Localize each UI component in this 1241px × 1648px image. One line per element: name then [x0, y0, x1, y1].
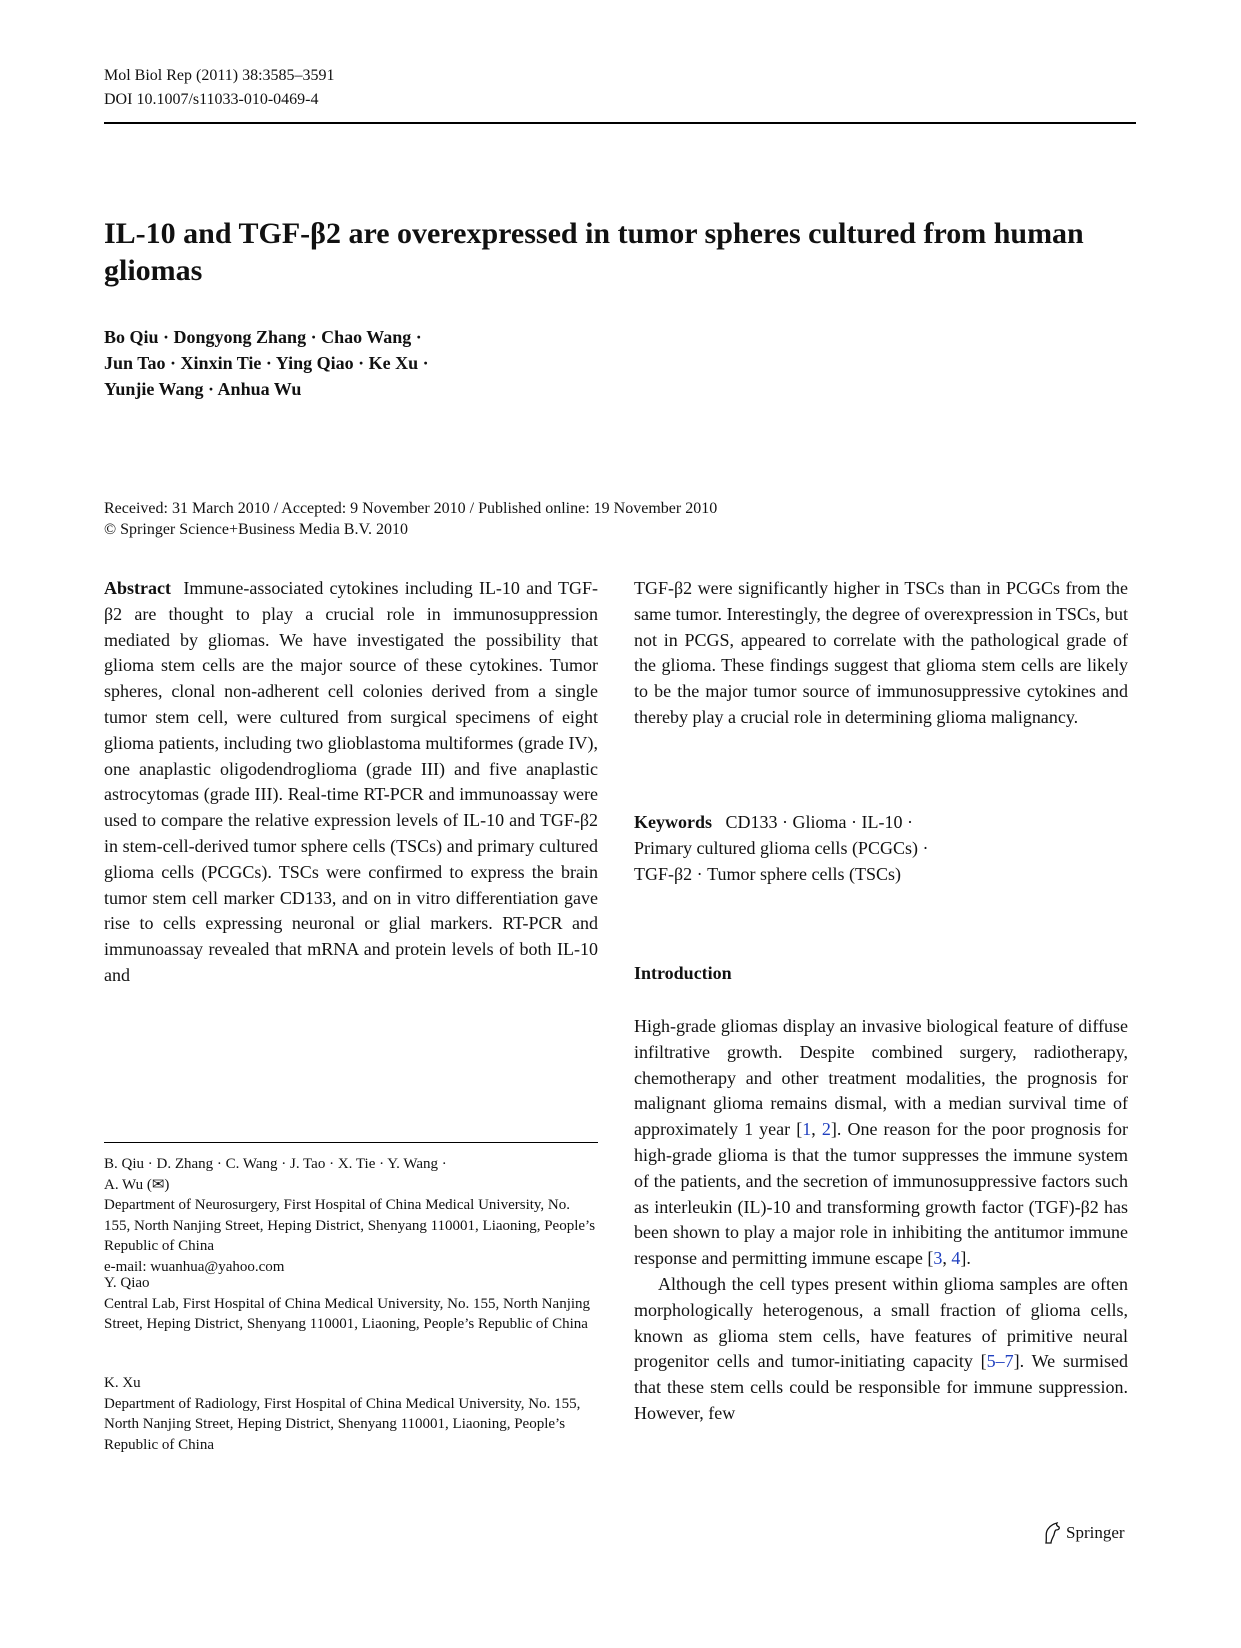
- citation-link[interactable]: 2: [821, 1119, 831, 1140]
- author-line: Jun Tao · Xinxin Tie · Ying Qiao · Ke Xu ·: [104, 353, 429, 373]
- affiliation-address: Central Lab, First Hospital of China Medical University, No. 155, North Nanjing Street, Heping District, Shenyang 110001, Liaoning, People’s Republic of China: [104, 1295, 591, 1332]
- abstract-right-column: [634, 576, 1128, 731]
- keyword-line: TGF-β2 · Tumor sphere cells (TSCs): [634, 863, 901, 884]
- affiliation-block: [104, 1373, 598, 1455]
- header-rule: [104, 122, 1136, 124]
- journal-citation: Mol Biol Rep (2011) 38:3585–3591: [104, 67, 335, 84]
- affiliation-authors: B. Qiu · D. Zhang · C. Wang · J. Tao · X. Tie · Y. Wang ·: [104, 1156, 447, 1172]
- article-title: IL-10 and TGF-β2 are overexpressed in tumor spheres cultured from human gliomas: [104, 217, 1084, 287]
- running-header: [104, 64, 335, 112]
- keyword-line: Primary cultured glioma cells (PCGCs) ·: [634, 837, 929, 858]
- received-accepted-published: Received: 31 March 2010 / Accepted: 9 November 2010 / Published online: 19 November 2010: [104, 500, 718, 517]
- affiliation-authors: A. Wu (✉): [104, 1176, 170, 1193]
- abstract-left-column: [104, 576, 598, 989]
- keywords-label: Keywords: [634, 812, 712, 832]
- springer-horse-icon: [1042, 1522, 1062, 1544]
- affiliation-authors: K. Xu: [104, 1375, 141, 1391]
- keyword-line: CD133 · Glioma · IL-10 ·: [725, 812, 913, 832]
- intro-paragraph: Although the cell types present within glioma samples are often morphologically heterogenous, a small fraction of glioma cells, known as glioma stem cells, have features of primitive neural progenitor cells and tumor-initiating capacity [5–7]. We surmised that these stem cells could be responsible for immune suppression. However, few: [634, 1273, 1128, 1423]
- section-heading-introduction: Introduction: [634, 963, 732, 983]
- abstract-label: Abstract: [104, 578, 171, 598]
- citation-link[interactable]: 3: [933, 1248, 943, 1269]
- intro-paragraph: High-grade gliomas display an invasive biological feature of diffuse infiltrative growth. Despite combined surgery, radiotherapy, chemotherapy and other treatment modalities, the prognosis for malignant glioma remains dismal, with a median survival time of approximately 1 year [1, 2]. One reason for the poor prognosis for high-grade glioma is that the tumor suppresses the immune system of the patients, and the secretion of immunosuppressive factors such as interleukin (IL)-10 and transforming growth factor (TGF)-β2 has been shown to play a major role in inhibiting the antitumor immune response and permitting immune escape [3, 4].: [634, 1016, 1129, 1269]
- author-list: [104, 324, 429, 402]
- citation-link[interactable]: 5–7: [986, 1351, 1014, 1372]
- author-line: Yunjie Wang · Anhua Wu: [104, 379, 302, 399]
- author-line: Bo Qiu · Dongyong Zhang · Chao Wang ·: [104, 327, 422, 347]
- affiliation-address: Department of Radiology, First Hospital of China Medical University, No. 155, North Nanjing Street, Heping District, Shenyang 110001, Liaoning, People’s Republic of China: [104, 1395, 581, 1453]
- introduction-body: [634, 1014, 1128, 1427]
- affiliation-block: [104, 1273, 598, 1335]
- abstract-text-continued: TGF-β2 were significantly higher in TSCs than in PCGCs from the same tumor. Interestingly, the degree of overexpression in TSCs, but not in PCGS, appeared to correlate with the pathological grade of the glioma. These findings suggest that glioma stem cells are likely to be the major tumor source of immunosuppressive cytokines and thereby play a crucial role in determining glioma malignancy.: [634, 578, 1128, 727]
- publisher-logo: [1042, 1522, 1125, 1544]
- keywords: [634, 810, 928, 887]
- publication-dates: [104, 498, 717, 540]
- affiliation-email: e-mail: wuanhua@yahoo.com: [104, 1258, 285, 1275]
- citation-link[interactable]: 1: [802, 1119, 812, 1140]
- copyright-notice: © Springer Science+Business Media B.V. 2010: [104, 521, 408, 538]
- affiliation-block: [104, 1154, 598, 1277]
- publisher-name: Springer: [1066, 1523, 1125, 1542]
- footnote-rule: [104, 1142, 598, 1143]
- affiliation-authors: Y. Qiao: [104, 1275, 150, 1291]
- abstract-text: Immune-associated cytokines including IL-10 and TGF-β2 are thought to play a crucial role in immunosuppression mediated by gliomas. We have investigated the possibility that glioma stem cells are the major source of these cytokines. Tumor spheres, clonal non-adherent cell colonies derived from a single tumor stem cell, were cultured from surgical specimens of eight glioma patients, including two glioblastoma multiformes (grade IV), one anaplastic oligodendroglioma (grade III) and five anaplastic astrocytomas (grade III). Real-time RT-PCR and immunoassay were used to compare the relative expression levels of IL-10 and TGF-β2 in stem-cell-derived tumor sphere cells (TSCs) and primary cultured glioma cells (PCGCs). TSCs were confirmed to express the brain tumor stem cell marker CD133, and on in vitro differentiation gave rise to cells expressing neuronal or glial markers. RT-PCR and immunoassay revealed that mRNA and protein levels of both IL-10 and: [104, 578, 599, 985]
- citation-link[interactable]: 4: [951, 1248, 961, 1269]
- doi: DOI 10.1007/s11033-010-0469-4: [104, 91, 319, 108]
- affiliation-address: Department of Neurosurgery, First Hospital of China Medical University, No. 155, North Nanjing Street, Heping District, Shenyang 110001, Liaoning, People’s Republic of China: [104, 1197, 596, 1254]
